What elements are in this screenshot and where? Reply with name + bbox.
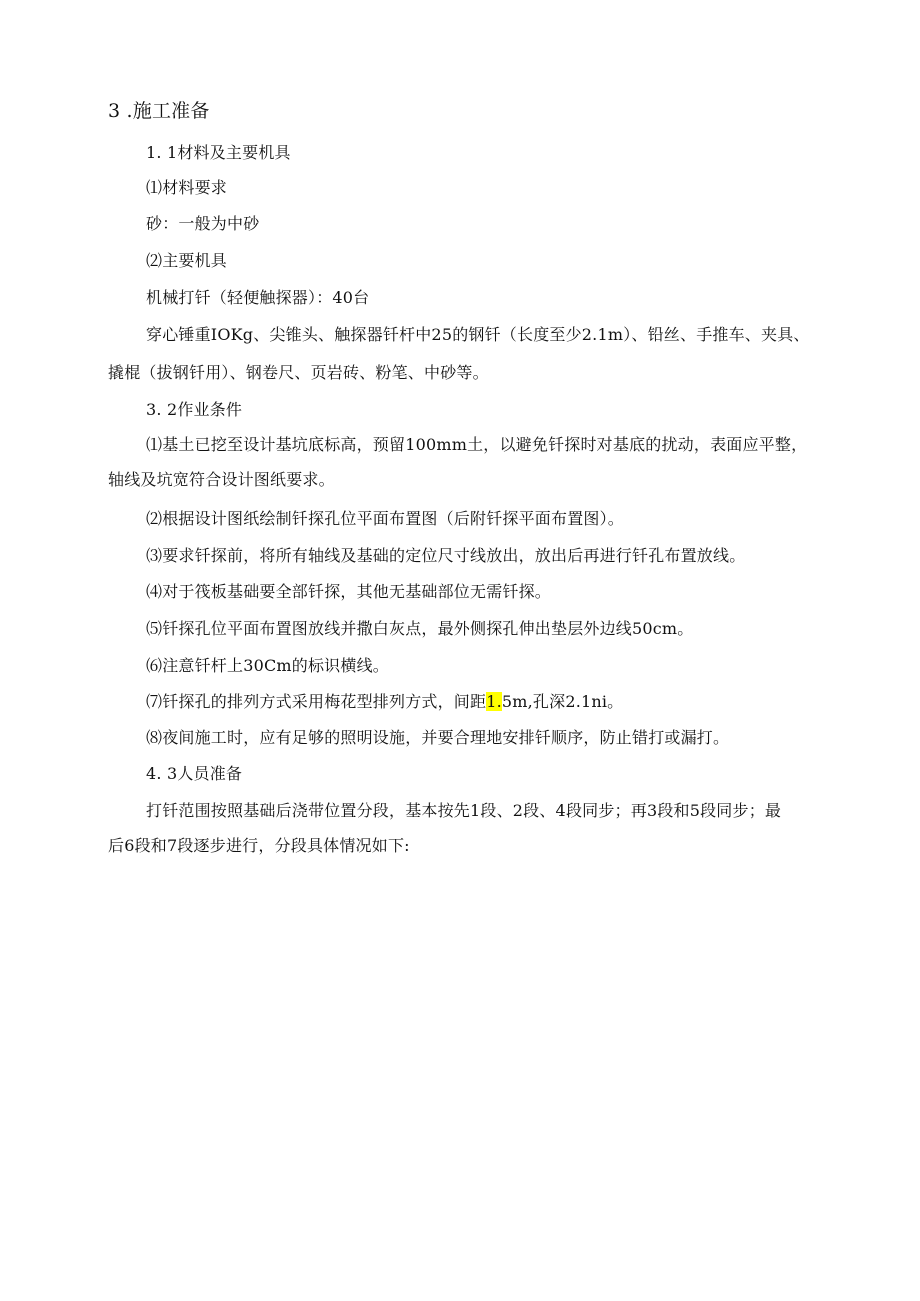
tools-count-line: 机械打钎（轻便触探器）：40台 [146,288,370,307]
subsection-materials-tools: 1. 1材料及主要机具 [146,143,291,162]
tools-detail-line-2: 撬棍（拔钢钎用）、钢卷尺、页岩砖、粉笔、中砂等。 [108,363,489,382]
staff-line-2: 后6段和7段逐步进行，分段具体情况如下: [108,836,410,855]
tools-detail-line-1: 穿心锤重IOKg、尖锥头、触探器钎杆中25的钢钎（长度至少2.1m）、铅丝、手推车、夹具、 [146,325,810,344]
condition-1-line-1: ⑴基土已挖至设计基坑底标高，预留100mm土，以避免钎探时对基底的扰动，表面应平整， [146,435,808,454]
condition-7-text-before: ⑺钎探孔的排列方式采用梅花型排列方式，间距 [146,692,487,711]
staff-line-1: 打钎范围按照基础后浇带位置分段，基本按先1段、2段、4段同步；再3段和5段同步；最 [146,801,782,820]
condition-3: ⑶要求钎探前，将所有轴线及基础的定位尺寸线放出，放出后再进行钎孔布置放线。 [146,546,746,565]
condition-2: ⑵根据设计图纸绘制钎探孔位平面布置图（后附钎探平面布置图）。 [146,509,625,528]
main-tools-item: ⑵主要机具 [146,251,228,270]
condition-7 [146,691,623,713]
material-requirements-item: ⑴材料要求 [146,178,228,197]
section-heading: 3 .施工准备 [108,100,210,122]
condition-7-text-after: 5m,孔深2.1ni。 [501,692,624,711]
condition-4: ⑷对于筏板基础要全部钎探，其他无基础部位无需钎探。 [146,582,552,601]
condition-5: ⑸钎探孔位平面布置图放线并撒白灰点，最外侧探孔伸出垫层外边线50cm。 [146,619,694,638]
subsection-work-conditions: 3. 2作业条件 [146,400,243,419]
subsection-staff-preparation: 4. 3人员准备 [146,764,243,783]
condition-1-line-2: 轴线及坑宽符合设计图纸要求。 [108,470,335,489]
condition-8: ⑻夜间施工时，应有足够的照明设施，并要合理地安排钎顺序，防止错打或漏打。 [146,728,730,747]
condition-6: ⑹注意钎杆上30Cm的标识横线。 [146,656,389,675]
highlighted-spacing-value: 1. [486,692,502,711]
sand-line: 砂：一般为中砂 [146,214,260,233]
